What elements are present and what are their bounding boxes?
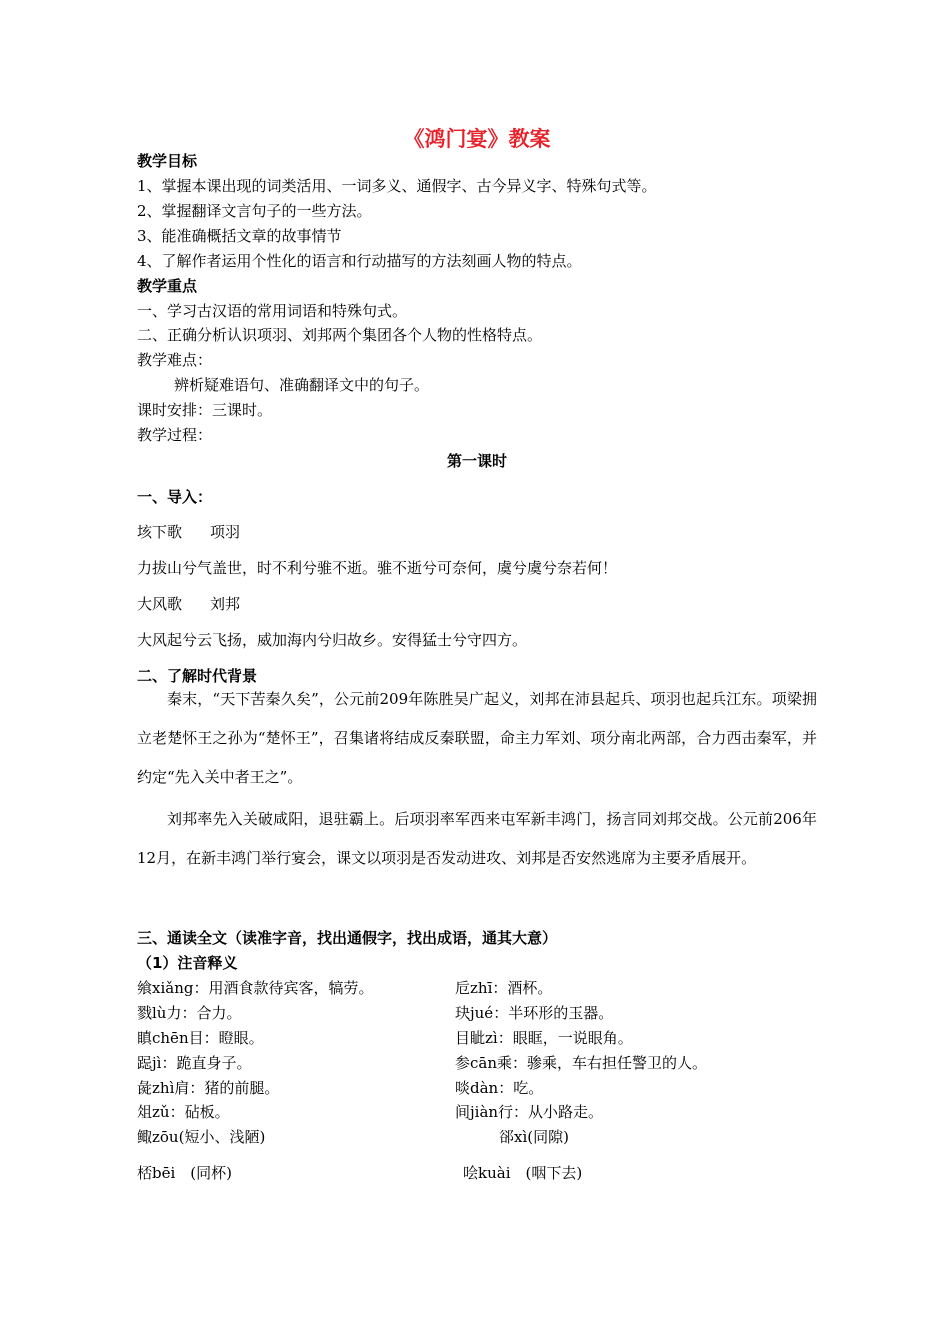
difficulties-text: 辨析疑难语句、准确翻译文中的句子。 (174, 376, 430, 394)
section-heading-intro: 一、导入： (137, 488, 213, 506)
section-heading-background: 二、了解时代背景 (137, 667, 258, 685)
vocab-item: 瞋chēn目：瞪眼。 (137, 1029, 264, 1047)
objective-item: 2、掌握翻译文言句子的一些方法。 (137, 202, 372, 220)
key-point-item: 一、学习古汉语的常用词语和特殊句式。 (137, 302, 408, 320)
poem-title: 大风歌 (137, 595, 183, 613)
vocab-item: 啖dàn：吃。 (455, 1079, 544, 1097)
key-point-item: 二、正确分析认识项羽、刘邦两个集团各个人物的性格特点。 (137, 326, 543, 344)
poem-text: 力拔山兮气盖世，时不利兮骓不逝。骓不逝兮可奈何，虞兮虞兮奈若何！ (137, 559, 618, 577)
poem-title: 垓下歌 (137, 523, 183, 541)
sub-heading-pronunciation: （1）注音释义 (137, 954, 238, 972)
background-paragraph: 秦末，“天下苦秦久矣”，公元前209年陈胜吴广起义，刘邦在沛县起兵、项羽也起兵江东。项梁拥立老楚怀王之孙为“楚怀王”，召集诸将结成反秦联盟，命主力军刘、项分南北两部，合力西击秦军，并约定“先入关中者王之”。 (137, 690, 817, 786)
vocab-item: 目眦zì：眼眶，一说眼角。 (455, 1029, 633, 1047)
vocab-item: 间jiàn行：从小路走。 (455, 1103, 604, 1121)
schedule-text: 课时安排：三课时。 (137, 401, 273, 419)
background-paragraph: 刘邦率先入关破咸阳，退驻霸上。后项羽率军西来屯军新丰鸿门，扬言同刘邦交战。公元前206年12月，在新丰鸿门举行宴会，课文以项羽是否发动进攻、刘邦是否安然逃席为主要矛盾展开。 (137, 810, 817, 867)
process-label: 教学过程： (137, 426, 213, 444)
lesson-heading: 第一课时 (446, 452, 507, 470)
vocab-item: 桮bēi (同杯) (137, 1164, 232, 1182)
vocab-item: 郤xì(同隙) (499, 1128, 569, 1146)
difficulties-heading: 教学难点： (137, 351, 213, 369)
section-heading-reading: 三、通读全文（读准字音，找出通假字，找出成语，通其大意） (137, 929, 558, 947)
key-points-heading: 教学重点 (137, 277, 198, 295)
vocab-item: 跽jì：跪直身子。 (137, 1054, 252, 1072)
poem-author: 项羽 (210, 523, 241, 541)
vocab-item: 戮lù力：合力。 (137, 1004, 242, 1022)
poem-title-line (137, 522, 240, 542)
vocab-item: 哙kuài (咽下去) (463, 1164, 583, 1182)
poem-text: 大风起兮云飞扬，威加海内兮归故乡。安得猛士兮守四方。 (137, 631, 528, 649)
document-title: 《鸿门宴》教案 (403, 127, 551, 151)
objective-item: 1、掌握本课出现的词类活用、一词多义、通假字、古今异义字、特殊句式等。 (137, 177, 657, 195)
vocab-item: 彘zhì肩：猪的前腿。 (137, 1079, 280, 1097)
vocab-item: 玦jué：半环形的玉器。 (455, 1004, 614, 1022)
objective-item: 4、了解作者运用个性化的语言和行动描写的方法刻画人物的特点。 (137, 252, 582, 270)
poem-title-line (137, 594, 240, 614)
poem-author: 刘邦 (210, 595, 241, 613)
objective-item: 3、能准确概括文章的故事情节 (137, 227, 342, 245)
vocab-item: 卮zhī：酒杯。 (455, 979, 553, 997)
objectives-heading: 教学目标 (137, 152, 198, 170)
vocab-item: 俎zǔ：砧板。 (137, 1103, 230, 1121)
vocab-item: 鲰zōu(短小、浅陋) (137, 1128, 266, 1146)
vocab-item: 飨xiǎng：用酒食款待宾客，犒劳。 (137, 979, 374, 997)
vocab-item: 参cān乘：骖乘，车右担任警卫的人。 (455, 1054, 708, 1072)
